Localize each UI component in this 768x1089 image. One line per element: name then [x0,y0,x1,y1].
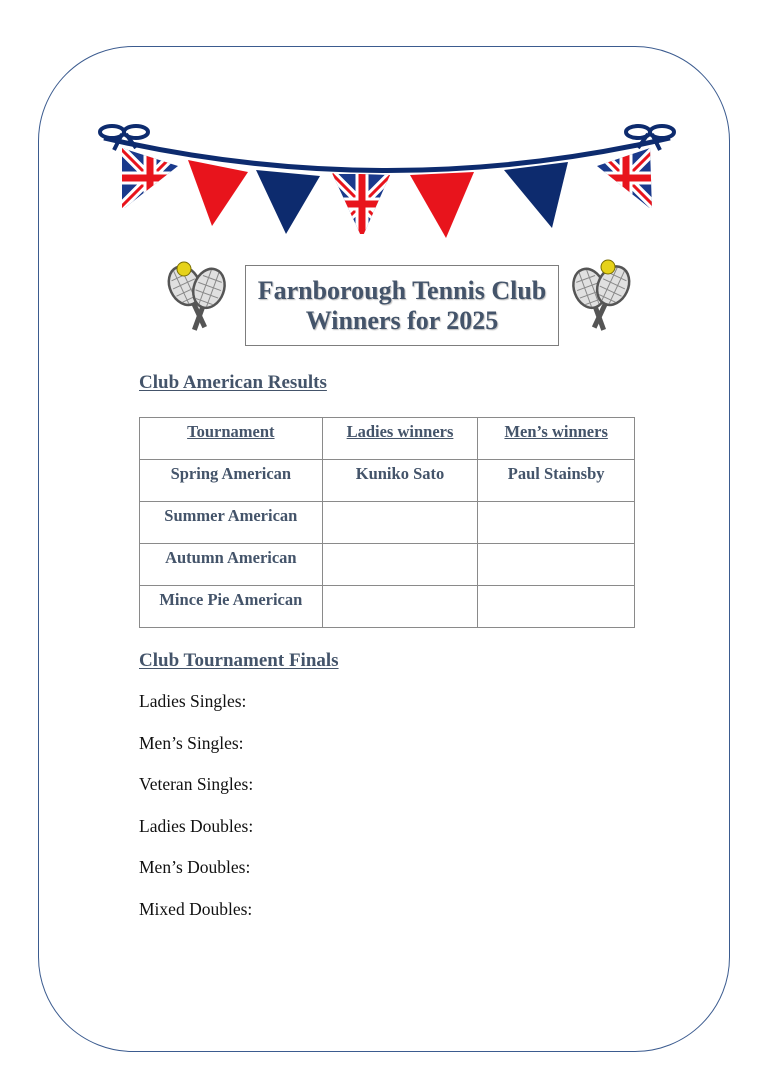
tournament-cell: Summer American [140,502,323,544]
finals-list [139,688,253,938]
list-item: Men’s Doubles: [139,857,251,878]
tennis-racquets-icon [162,255,234,337]
mens-winner-cell [478,502,635,544]
mens-winner-cell: Paul Stainsby [478,460,635,502]
mens-winner-cell [478,586,635,628]
tournament-cell: Mince Pie American [140,586,323,628]
table-row [140,502,635,544]
ladies-winner-cell [322,586,478,628]
title-line-1: Farnborough Tennis Club [257,275,547,305]
title-box [245,265,559,346]
ladies-winner-cell [322,544,478,586]
list-item: Ladies Doubles: [139,815,254,836]
title-line-2: Winners for 2025 [305,305,499,335]
tournament-cell: Spring American [140,460,323,502]
header-tournament: Tournament [140,418,323,460]
table-row [140,544,635,586]
american-results-heading: Club American Results [139,372,327,393]
list-item: Mixed Doubles: [139,898,253,919]
tennis-racquets-icon [564,255,636,337]
ladies-winner-cell: Kuniko Sato [322,460,478,502]
list-item: Veteran Singles: [139,774,254,795]
tournament-cell: Autumn American [140,544,323,586]
table-header-row [140,418,635,460]
table-row [140,586,635,628]
ladies-winner-cell [322,502,478,544]
header-mens-winners: Men’s winners [478,418,635,460]
mens-winner-cell [478,544,635,586]
list-item: Ladies Singles: [139,691,247,711]
list-item: Men’s Singles: [139,732,244,753]
header-ladies-winners: Ladies winners [322,418,478,460]
american-results-table [139,417,635,628]
tournament-finals-heading: Club Tournament Finals [139,650,339,671]
table-row [140,460,635,502]
union-jack-bunting [92,118,682,248]
